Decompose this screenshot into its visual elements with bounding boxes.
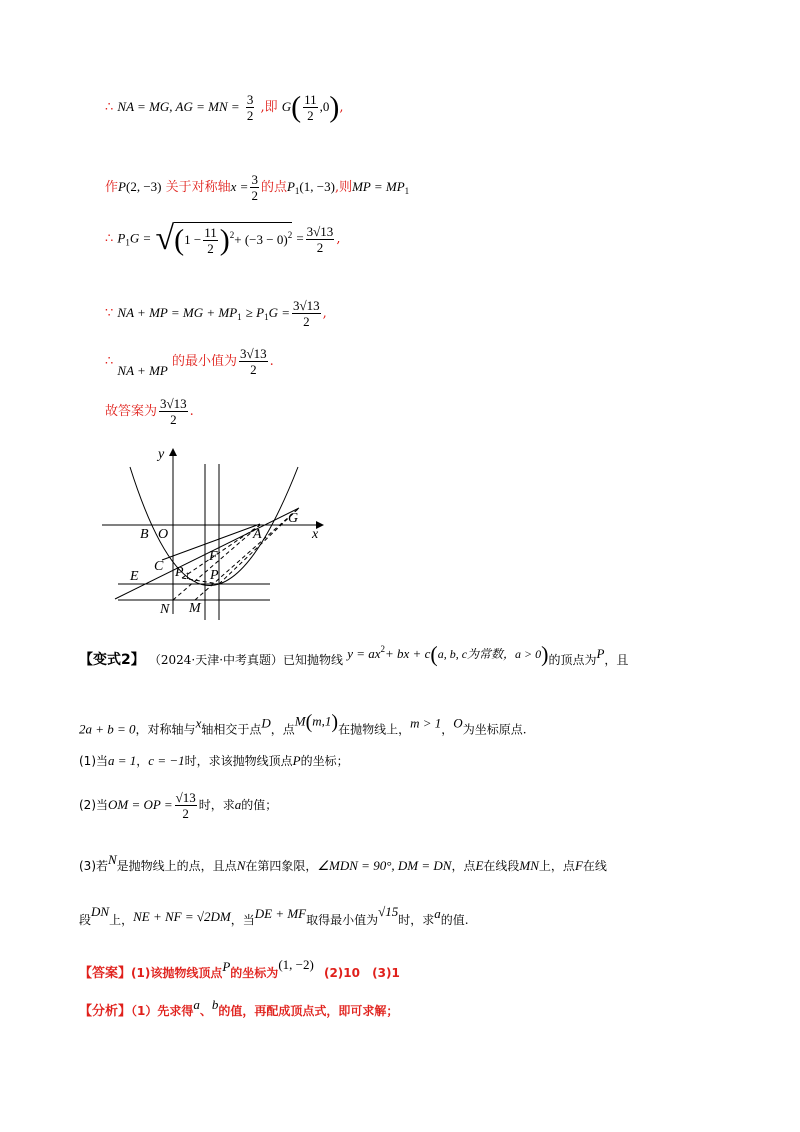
- solution-line-3: ∴ $P_1G = √(1$ − $\frac{11}{2}$ )$^2+ (-3 - 0)^2$ = $\frac{3√13}{2}$ ,: [105, 220, 341, 257]
- label-p1-sub: 1: [185, 571, 190, 581]
- solution-line-5: ∴ NA + MP 的最小值为 $\frac{3√13}{2}$ .: [105, 346, 274, 378]
- text: ,即: [260, 100, 278, 115]
- label-p: P: [210, 568, 219, 583]
- label-n: N: [160, 602, 170, 617]
- fraction: $\frac{11}{2}$: [304, 92, 317, 123]
- solution-line-1: ∴ NA = MG, AG = MN = $\frac{3}{2}$ ,即 G( $\frac{11}{2}$ ,0),: [105, 90, 344, 124]
- label-m: M: [189, 601, 201, 616]
- question-2: (2)当OM = OP = $\frac{√13}{2}$ 时，求a的值；: [79, 790, 278, 821]
- parabola-figure: [100, 442, 332, 620]
- solution-line-4: ∵ NA + MP = MG + $MP_1 \ge P_1G$ = $\frac{3√13}{2}$ ,: [105, 298, 327, 329]
- label-b: B: [140, 527, 149, 542]
- therefore-symbol: ∴: [105, 100, 114, 115]
- equation: NA = MG, AG = MN =: [117, 99, 240, 114]
- fraction: $\frac{3}{2}$: [246, 92, 254, 123]
- answer-line: 【答案】(1)该抛物线顶点P的坐标为(1, −2) (2)10 (3)1: [79, 957, 400, 981]
- question-1: (1)当a = 1，c = −1时，求该抛物线顶点P的坐标；: [79, 753, 349, 768]
- label-e: E: [130, 569, 139, 584]
- solution-line-2: 作P(2, −3) 关于对称轴x = $\frac{3}{2}$ 的点$P_1(1$, −3),则MP = $MP_1$: [105, 172, 410, 203]
- dashed-line: [182, 525, 260, 578]
- question-3-line-1: (3)若N是抛物线上的点，且点N在第四象限，∠MDN = 90°, DM = DN，点E在线段MN上，点F在线: [79, 852, 607, 873]
- label-a: A: [253, 527, 262, 542]
- problem-tag: 【变式2】: [79, 652, 145, 668]
- label-c: C: [154, 559, 164, 574]
- point-label: G: [281, 99, 292, 114]
- label-g: G: [288, 511, 299, 526]
- problem-line-2: 2a + b = 0，对称轴与x轴相交于点D，点M(m,1)在抛物线上，m > 1，O为坐标原点.: [79, 711, 527, 737]
- label-p1: P: [175, 565, 184, 580]
- label-x: x: [312, 527, 319, 542]
- problem-line-1: 【变式2】 （2024·天津·中考真题）已知抛物线 $y = ax^2+$ bx + c(a, b, c为常数，a > 0)的顶点为P，且: [79, 641, 629, 668]
- label-o: O: [158, 527, 169, 542]
- label-f: F: [209, 549, 218, 564]
- solution-line-6: 故答案为 $\frac{3√13}{2}$ .: [105, 396, 194, 427]
- analysis-line: 【分析】（1）先求得a、b的值，再配成顶点式，即可求解；: [79, 997, 399, 1019]
- label-y: y: [158, 447, 165, 462]
- question-3-line-2: 段DN上，NE + NF = √2DM，当DE + MF取得最小值为√15时，求a的值.: [79, 904, 469, 927]
- answer-tag: 【答案】: [79, 966, 132, 981]
- analysis-tag: 【分析】: [79, 1004, 132, 1019]
